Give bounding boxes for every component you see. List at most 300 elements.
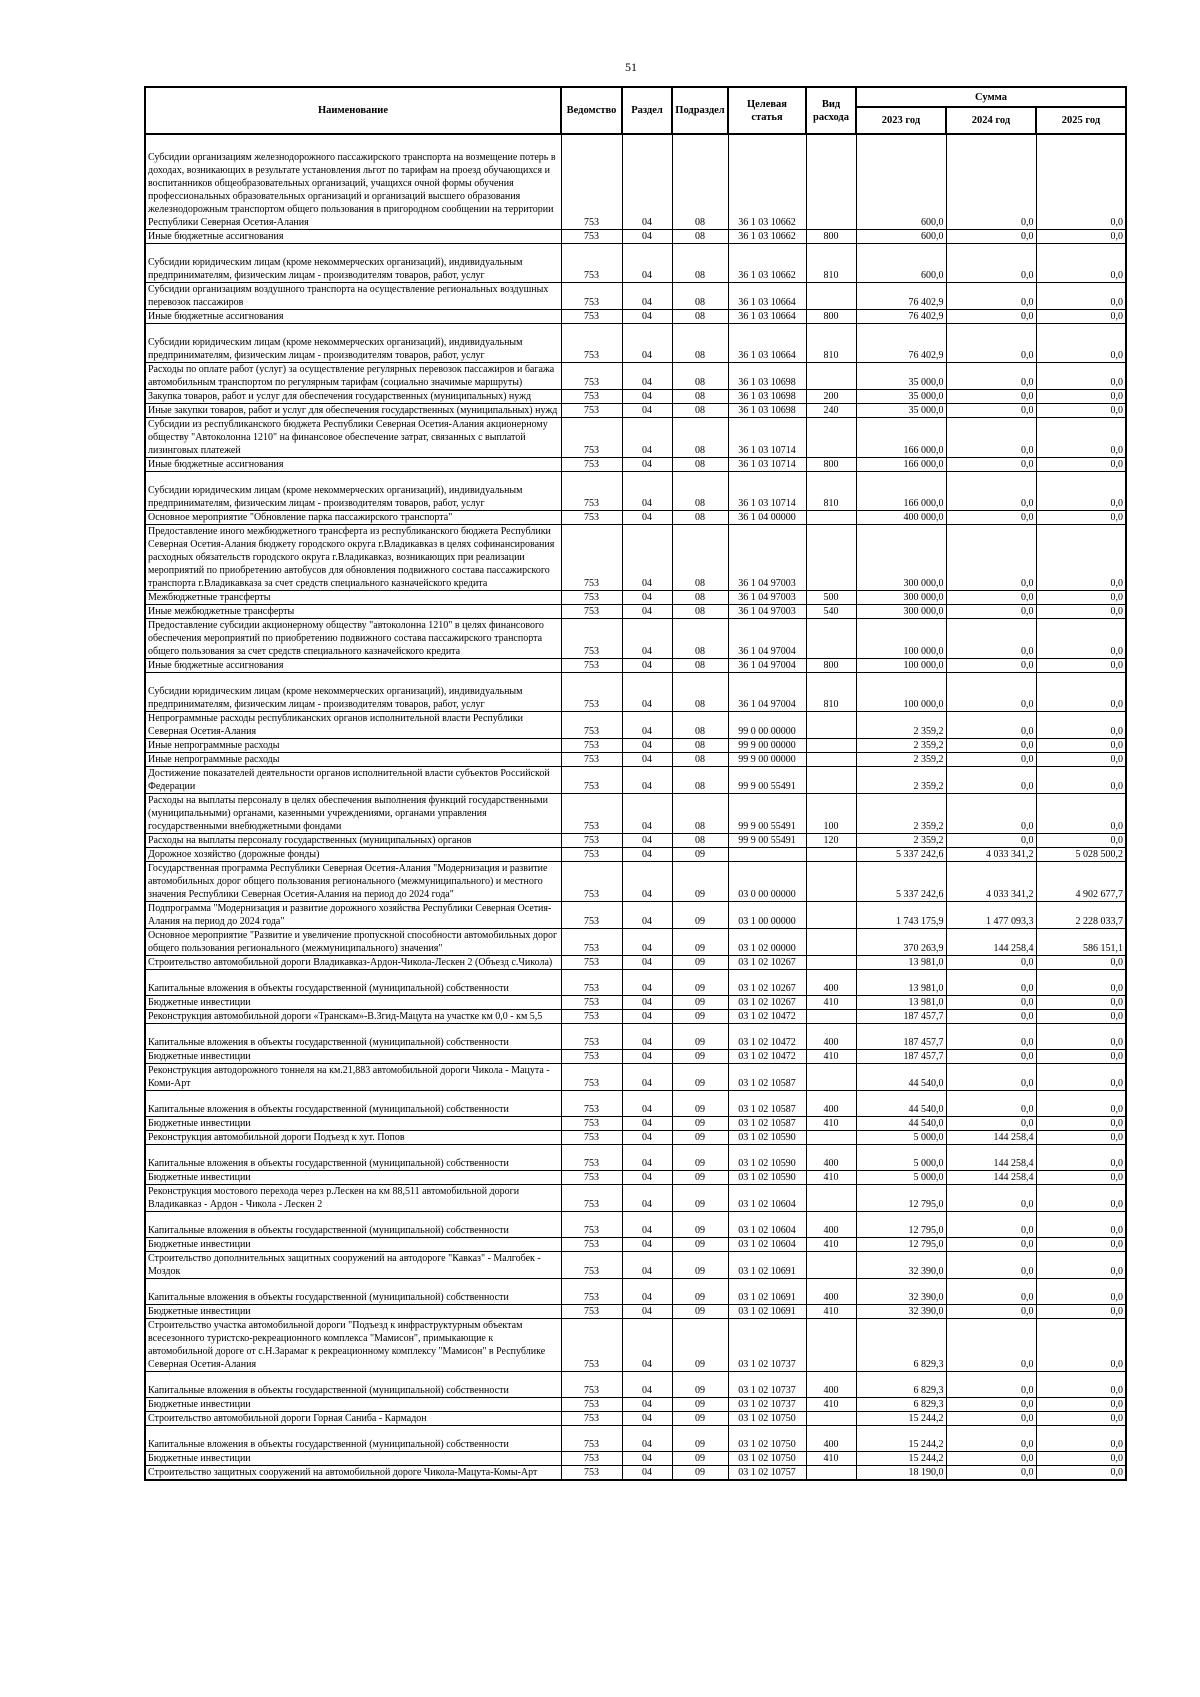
row-sum-2023: 12 795,0 [856, 1238, 946, 1252]
table-row [145, 1252, 1126, 1279]
row-sum-2025: 0,0 [1036, 1185, 1126, 1212]
row-vedomstvo: 753 [561, 1238, 622, 1252]
row-razdel: 04 [622, 862, 672, 902]
row-celevaya-statya: 03 1 02 10604 [728, 1185, 806, 1212]
row-sum-2024: 0,0 [946, 753, 1036, 767]
row-vid-raskhoda: 410 [806, 1050, 856, 1064]
row-vedomstvo: 753 [561, 848, 622, 862]
row-name: Дорожное хозяйство (дорожные фонды) [145, 848, 561, 862]
table-row [145, 1117, 1126, 1131]
row-vid-raskhoda [806, 1010, 856, 1024]
row-name: Субсидии организациям воздушного транспорта на осуществление региональных воздушных перевозок пассажиров [145, 283, 561, 310]
row-razdel: 04 [622, 834, 672, 848]
row-vid-raskhoda: 800 [806, 230, 856, 244]
row-name: Предоставление субсидии акционерному обществу "автоколонна 1210" в целях финансового обеспечения мероприятий по приобретению подвижного состава пассажирского транспорта общего пользования за счет средств специального казначейского кредита [145, 619, 561, 659]
row-name: Иные непрограммные расходы [145, 739, 561, 753]
row-name: Межбюджетные трансферты [145, 591, 561, 605]
row-name: Субсидии из республиканского бюджета Республики Северная Осетия-Алания акционерному обществу "Автоколонна 1210" на финансовое обеспечение затрат, связанных с выплатой лизинговых платежей [145, 418, 561, 458]
row-podrazdel: 08 [672, 390, 728, 404]
row-celevaya-statya: 03 1 02 10267 [728, 970, 806, 996]
table-row [145, 230, 1126, 244]
row-sum-2023: 2 359,2 [856, 794, 946, 834]
row-sum-2024: 0,0 [946, 1466, 1036, 1481]
table-row [145, 390, 1126, 404]
row-sum-2024: 0,0 [946, 712, 1036, 739]
row-sum-2025: 0,0 [1036, 753, 1126, 767]
row-sum-2024: 0,0 [946, 472, 1036, 511]
row-name: Строительство автомобильной дороги Владикавказ-Ардон-Чикола-Лескен 2 (Объезд с.Чикола) [145, 956, 561, 970]
row-podrazdel: 09 [672, 929, 728, 956]
table-row [145, 591, 1126, 605]
row-vedomstvo: 753 [561, 244, 622, 283]
row-razdel: 04 [622, 605, 672, 619]
table-row [145, 472, 1126, 511]
row-sum-2024: 0,0 [946, 283, 1036, 310]
row-name: Капитальные вложения в объекты государственной (муниципальной) собственности [145, 1145, 561, 1171]
row-podrazdel: 09 [672, 970, 728, 996]
row-celevaya-statya: 03 1 02 10267 [728, 956, 806, 970]
row-celevaya-statya: 36 1 03 10714 [728, 418, 806, 458]
row-podrazdel: 09 [672, 1398, 728, 1412]
row-sum-2025: 0,0 [1036, 834, 1126, 848]
row-name: Иные межбюджетные трансферты [145, 605, 561, 619]
row-podrazdel: 08 [672, 404, 728, 418]
row-sum-2024: 144 258,4 [946, 1145, 1036, 1171]
row-vedomstvo: 753 [561, 605, 622, 619]
row-podrazdel: 09 [672, 1145, 728, 1171]
row-name: Иные непрограммные расходы [145, 753, 561, 767]
row-sum-2024: 0,0 [946, 363, 1036, 390]
row-sum-2024: 0,0 [946, 244, 1036, 283]
row-sum-2024: 144 258,4 [946, 1171, 1036, 1185]
row-sum-2023: 600,0 [856, 230, 946, 244]
row-sum-2024: 0,0 [946, 1050, 1036, 1064]
header-vedomstvo: Ведомство [561, 87, 622, 134]
row-sum-2025: 0,0 [1036, 1212, 1126, 1238]
row-vedomstvo: 753 [561, 1064, 622, 1091]
row-razdel: 04 [622, 673, 672, 712]
row-vedomstvo: 753 [561, 1050, 622, 1064]
row-name: Строительство участка автомобильной дороги "Подъезд к инфраструктурным объектам всесезонного туристско-рекреационного комплекса "Мамисон", примыкающие к автомобильной дороге от с.Н.Зарамаг к рекреационному комплексу "Мамисон" в Республике Северная Осетия-Алания [145, 1319, 561, 1372]
row-vedomstvo: 753 [561, 1091, 622, 1117]
row-sum-2025: 0,0 [1036, 619, 1126, 659]
row-podrazdel: 09 [672, 1279, 728, 1305]
row-celevaya-statya: 03 1 02 10587 [728, 1091, 806, 1117]
row-vid-raskhoda: 410 [806, 1171, 856, 1185]
row-vedomstvo: 753 [561, 472, 622, 511]
row-sum-2023: 13 981,0 [856, 956, 946, 970]
row-sum-2023: 76 402,9 [856, 310, 946, 324]
row-podrazdel: 09 [672, 1131, 728, 1145]
row-sum-2023: 32 390,0 [856, 1279, 946, 1305]
row-celevaya-statya: 03 1 02 10590 [728, 1145, 806, 1171]
table-row [145, 673, 1126, 712]
row-razdel: 04 [622, 404, 672, 418]
row-podrazdel: 09 [672, 1171, 728, 1185]
row-sum-2024: 0,0 [946, 1010, 1036, 1024]
row-podrazdel: 08 [672, 739, 728, 753]
row-sum-2025: 0,0 [1036, 1238, 1126, 1252]
row-celevaya-statya: 03 1 02 00000 [728, 929, 806, 956]
table-body [145, 134, 1126, 1480]
row-razdel: 04 [622, 1319, 672, 1372]
row-vid-raskhoda [806, 363, 856, 390]
row-sum-2025: 0,0 [1036, 1452, 1126, 1466]
row-vid-raskhoda: 400 [806, 1091, 856, 1117]
row-sum-2025: 0,0 [1036, 794, 1126, 834]
row-vid-raskhoda [806, 712, 856, 739]
row-sum-2025: 0,0 [1036, 511, 1126, 525]
row-sum-2024: 0,0 [946, 970, 1036, 996]
row-sum-2023: 187 457,7 [856, 1010, 946, 1024]
table-row [145, 996, 1126, 1010]
row-celevaya-statya: 36 1 03 10662 [728, 134, 806, 230]
row-vid-raskhoda [806, 1252, 856, 1279]
row-vid-raskhoda: 410 [806, 1117, 856, 1131]
row-celevaya-statya: 36 1 03 10662 [728, 244, 806, 283]
row-sum-2023: 6 829,3 [856, 1372, 946, 1398]
row-vid-raskhoda [806, 1064, 856, 1091]
row-vid-raskhoda: 400 [806, 1024, 856, 1050]
row-podrazdel: 08 [672, 283, 728, 310]
row-razdel: 04 [622, 1091, 672, 1117]
row-sum-2025: 5 028 500,2 [1036, 848, 1126, 862]
row-razdel: 04 [622, 458, 672, 472]
row-name: Субсидии юридическим лицам (кроме некоммерческих организаций), индивидуальным предпринимателям, физическим лицам - производителям товаров, работ, услуг [145, 472, 561, 511]
table-row [145, 1372, 1126, 1398]
row-vedomstvo: 753 [561, 1305, 622, 1319]
row-vedomstvo: 753 [561, 619, 622, 659]
row-podrazdel: 09 [672, 1252, 728, 1279]
row-sum-2025: 0,0 [1036, 1131, 1126, 1145]
row-razdel: 04 [622, 767, 672, 794]
row-sum-2024: 0,0 [946, 1412, 1036, 1426]
table-row [145, 605, 1126, 619]
row-celevaya-statya: 03 1 02 10691 [728, 1305, 806, 1319]
row-name: Основное мероприятие "Обновление парка пассажирского транспорта" [145, 511, 561, 525]
row-sum-2025: 0,0 [1036, 970, 1126, 996]
row-celevaya-statya: 36 1 04 97004 [728, 619, 806, 659]
row-vedomstvo: 753 [561, 283, 622, 310]
row-sum-2023: 35 000,0 [856, 363, 946, 390]
row-sum-2025: 0,0 [1036, 1050, 1126, 1064]
row-name: Реконструкция автомобильной дороги «Транскам»-В.Згид-Мацута на участке км 0,0 - км 5,5 [145, 1010, 561, 1024]
row-sum-2025: 0,0 [1036, 1466, 1126, 1481]
row-sum-2023: 600,0 [856, 244, 946, 283]
row-razdel: 04 [622, 848, 672, 862]
row-sum-2025: 0,0 [1036, 956, 1126, 970]
row-sum-2025: 0,0 [1036, 1024, 1126, 1050]
row-sum-2025: 0,0 [1036, 390, 1126, 404]
row-vedomstvo: 753 [561, 591, 622, 605]
row-podrazdel: 09 [672, 1305, 728, 1319]
row-podrazdel: 08 [672, 134, 728, 230]
row-podrazdel: 08 [672, 525, 728, 591]
row-sum-2023: 300 000,0 [856, 605, 946, 619]
row-name: Непрограммные расходы республиканских органов исполнительной власти Республики Северная Осетия-Алания [145, 712, 561, 739]
row-podrazdel: 08 [672, 472, 728, 511]
row-sum-2023: 100 000,0 [856, 619, 946, 659]
table-row [145, 862, 1126, 902]
row-vedomstvo: 753 [561, 390, 622, 404]
row-celevaya-statya: 36 1 04 97004 [728, 659, 806, 673]
row-name: Реконструкция мостового перехода через р.Лескен на км 88,511 автомобильной дороги Владикавказ - Ардон - Чикола - Лескен 2 [145, 1185, 561, 1212]
row-razdel: 04 [622, 1452, 672, 1466]
row-celevaya-statya: 03 1 02 10604 [728, 1238, 806, 1252]
row-sum-2025: 0,0 [1036, 1010, 1126, 1024]
row-name: Реконструкция автодорожного тоннеля на км.21,883 автомобильной дороги Чикола - Мацута - Коми-Арт [145, 1064, 561, 1091]
row-sum-2023: 5 337 242,6 [856, 862, 946, 902]
row-vid-raskhoda: 410 [806, 1238, 856, 1252]
table-row [145, 956, 1126, 970]
row-razdel: 04 [622, 1117, 672, 1131]
row-sum-2025: 0,0 [1036, 230, 1126, 244]
row-name: Строительство дополнительных защитных сооружений на автодороге "Кавказ" - Малгобек - Моздок [145, 1252, 561, 1279]
row-podrazdel: 09 [672, 1212, 728, 1238]
row-vid-raskhoda: 100 [806, 794, 856, 834]
row-sum-2025: 0,0 [1036, 605, 1126, 619]
table-row [145, 619, 1126, 659]
row-vid-raskhoda: 800 [806, 458, 856, 472]
row-celevaya-statya: 03 1 02 10691 [728, 1279, 806, 1305]
row-sum-2023: 166 000,0 [856, 458, 946, 472]
row-razdel: 04 [622, 619, 672, 659]
row-sum-2024: 0,0 [946, 230, 1036, 244]
row-sum-2023: 44 540,0 [856, 1117, 946, 1131]
row-vid-raskhoda: 810 [806, 324, 856, 363]
row-celevaya-statya: 03 1 02 10267 [728, 996, 806, 1010]
row-name: Предоставление иного межбюджетного трансферта из республиканского бюджета Республики Северная Осетия-Алания бюджету городского округа г.Владикавказ в целях софинансирования расходных обязательств городского округа г.Владикавказ, возникающих при реализации мероприятий по приобретению автобусов для обновления подвижного состава пассажирского транспорта г.Владикавказа за счет средств специального казначейского кредита [145, 525, 561, 591]
row-vid-raskhoda: 400 [806, 1372, 856, 1398]
row-celevaya-statya: 03 1 02 10587 [728, 1117, 806, 1131]
row-razdel: 04 [622, 929, 672, 956]
row-sum-2024: 0,0 [946, 1064, 1036, 1091]
row-sum-2023: 2 359,2 [856, 834, 946, 848]
row-razdel: 04 [622, 1024, 672, 1050]
table-row [145, 363, 1126, 390]
row-sum-2025: 0,0 [1036, 1398, 1126, 1412]
row-podrazdel: 09 [672, 1466, 728, 1481]
row-vedomstvo: 753 [561, 1412, 622, 1426]
row-name: Строительство защитных сооружений на автомобильной дороге Чикола-Мацута-Комы-Арт [145, 1466, 561, 1481]
row-sum-2023: 35 000,0 [856, 404, 946, 418]
row-sum-2024: 0,0 [946, 458, 1036, 472]
row-sum-2023: 32 390,0 [856, 1305, 946, 1319]
row-razdel: 04 [622, 1372, 672, 1398]
row-razdel: 04 [622, 390, 672, 404]
row-podrazdel: 09 [672, 1117, 728, 1131]
row-razdel: 04 [622, 310, 672, 324]
table-row [145, 1452, 1126, 1466]
row-vid-raskhoda: 400 [806, 1426, 856, 1452]
row-sum-2025: 586 151,1 [1036, 929, 1126, 956]
row-vedomstvo: 753 [561, 230, 622, 244]
row-name: Капитальные вложения в объекты государственной (муниципальной) собственности [145, 1279, 561, 1305]
row-vid-raskhoda: 240 [806, 404, 856, 418]
row-sum-2025: 0,0 [1036, 244, 1126, 283]
row-sum-2025: 2 228 033,7 [1036, 902, 1126, 929]
row-vedomstvo: 753 [561, 1279, 622, 1305]
row-sum-2025: 0,0 [1036, 1252, 1126, 1279]
row-sum-2024: 0,0 [946, 1117, 1036, 1131]
table-row [145, 1279, 1126, 1305]
row-sum-2024: 0,0 [946, 956, 1036, 970]
table-row [145, 834, 1126, 848]
row-celevaya-statya: 36 1 04 97004 [728, 673, 806, 712]
table-row [145, 794, 1126, 834]
row-name: Иные бюджетные ассигнования [145, 230, 561, 244]
row-razdel: 04 [622, 902, 672, 929]
row-sum-2023: 166 000,0 [856, 472, 946, 511]
row-vid-raskhoda: 500 [806, 591, 856, 605]
row-vid-raskhoda: 120 [806, 834, 856, 848]
row-razdel: 04 [622, 134, 672, 230]
row-razdel: 04 [622, 712, 672, 739]
row-sum-2025: 0,0 [1036, 1372, 1126, 1398]
row-vedomstvo: 753 [561, 1010, 622, 1024]
table-row [145, 712, 1126, 739]
row-vedomstvo: 753 [561, 310, 622, 324]
row-sum-2023: 15 244,2 [856, 1452, 946, 1466]
table-row [145, 244, 1126, 283]
row-celevaya-statya: 03 1 02 10750 [728, 1412, 806, 1426]
row-sum-2025: 0,0 [1036, 472, 1126, 511]
row-podrazdel: 08 [672, 753, 728, 767]
row-sum-2024: 0,0 [946, 619, 1036, 659]
row-sum-2023: 1 743 175,9 [856, 902, 946, 929]
header-razdel: Раздел [622, 87, 672, 134]
row-sum-2024: 0,0 [946, 324, 1036, 363]
row-vid-raskhoda: 400 [806, 1212, 856, 1238]
row-sum-2025: 0,0 [1036, 659, 1126, 673]
row-celevaya-statya: 03 1 02 10604 [728, 1212, 806, 1238]
row-podrazdel: 09 [672, 1426, 728, 1452]
row-vid-raskhoda [806, 848, 856, 862]
row-vedomstvo: 753 [561, 1185, 622, 1212]
budget-table [144, 86, 1127, 1481]
row-name: Иные бюджетные ассигнования [145, 310, 561, 324]
row-sum-2025: 0,0 [1036, 996, 1126, 1010]
row-podrazdel: 08 [672, 458, 728, 472]
row-sum-2023: 12 795,0 [856, 1185, 946, 1212]
row-podrazdel: 08 [672, 673, 728, 712]
row-podrazdel: 09 [672, 956, 728, 970]
row-sum-2025: 0,0 [1036, 1064, 1126, 1091]
row-podrazdel: 09 [672, 1185, 728, 1212]
table-row [145, 753, 1126, 767]
row-sum-2024: 0,0 [946, 1319, 1036, 1372]
row-sum-2024: 144 258,4 [946, 1131, 1036, 1145]
row-razdel: 04 [622, 1252, 672, 1279]
row-podrazdel: 08 [672, 659, 728, 673]
row-celevaya-statya: 36 1 03 10664 [728, 310, 806, 324]
row-name: Бюджетные инвестиции [145, 1117, 561, 1131]
row-sum-2024: 0,0 [946, 1398, 1036, 1412]
row-name: Расходы на выплаты персоналу государственных (муниципальных) органов [145, 834, 561, 848]
row-name: Бюджетные инвестиции [145, 1452, 561, 1466]
row-razdel: 04 [622, 996, 672, 1010]
row-sum-2023: 5 337 242,6 [856, 848, 946, 862]
table-row [145, 1398, 1126, 1412]
header-2023: 2023 год [856, 107, 946, 134]
row-vedomstvo: 753 [561, 970, 622, 996]
row-celevaya-statya: 03 1 02 10750 [728, 1426, 806, 1452]
row-sum-2024: 0,0 [946, 511, 1036, 525]
row-sum-2024: 0,0 [946, 1305, 1036, 1319]
row-name: Капитальные вложения в объекты государственной (муниципальной) собственности [145, 970, 561, 996]
row-vid-raskhoda [806, 956, 856, 970]
row-sum-2023: 300 000,0 [856, 525, 946, 591]
row-name: Государственная программа Республики Северная Осетия-Алания "Модернизация и развитие автомобильных дорог общего пользования регионального (межмуниципального) и местного значения Республики Северная Осетия-Алания на период до 2024 года" [145, 862, 561, 902]
row-sum-2023: 100 000,0 [856, 659, 946, 673]
row-podrazdel: 09 [672, 1412, 728, 1426]
row-vedomstvo: 753 [561, 324, 622, 363]
row-podrazdel: 09 [672, 1091, 728, 1117]
row-podrazdel: 09 [672, 1050, 728, 1064]
row-sum-2024: 1 477 093,3 [946, 902, 1036, 929]
row-vedomstvo: 753 [561, 712, 622, 739]
row-sum-2025: 0,0 [1036, 1145, 1126, 1171]
row-sum-2025: 0,0 [1036, 1171, 1126, 1185]
row-celevaya-statya: 36 1 04 97003 [728, 591, 806, 605]
page-number: 51 [625, 60, 637, 74]
row-sum-2025: 0,0 [1036, 767, 1126, 794]
row-celevaya-statya: 03 1 02 10472 [728, 1024, 806, 1050]
row-vedomstvo: 753 [561, 525, 622, 591]
row-sum-2023: 2 359,2 [856, 767, 946, 794]
row-name: Расходы по оплате работ (услуг) за осуществление регулярных перевозок пассажиров и багажа автомобильным транспортом по регулярным тарифам (социально значимые маршруты) [145, 363, 561, 390]
row-razdel: 04 [622, 1412, 672, 1426]
row-name: Достижение показателей деятельности органов исполнительной власти субъектов Российской Федерации [145, 767, 561, 794]
row-razdel: 04 [622, 472, 672, 511]
row-name: Иные закупки товаров, работ и услуг для обеспечения государственных (муниципальных) нужд [145, 404, 561, 418]
header-vid-raskhoda: Вид расхода [806, 87, 856, 134]
row-vid-raskhoda [806, 1185, 856, 1212]
header-2024: 2024 год [946, 107, 1036, 134]
row-sum-2023: 5 000,0 [856, 1131, 946, 1145]
row-razdel: 04 [622, 283, 672, 310]
row-sum-2025: 0,0 [1036, 673, 1126, 712]
row-sum-2023: 44 540,0 [856, 1064, 946, 1091]
row-name: Капитальные вложения в объекты государственной (муниципальной) собственности [145, 1212, 561, 1238]
table-row [145, 324, 1126, 363]
row-podrazdel: 08 [672, 324, 728, 363]
row-celevaya-statya: 03 1 02 10737 [728, 1398, 806, 1412]
row-razdel: 04 [622, 418, 672, 458]
row-celevaya-statya: 03 1 02 10757 [728, 1466, 806, 1481]
row-sum-2024: 0,0 [946, 1426, 1036, 1452]
row-podrazdel: 09 [672, 1064, 728, 1091]
row-sum-2023: 187 457,7 [856, 1024, 946, 1050]
table-row [145, 659, 1126, 673]
row-vid-raskhoda [806, 525, 856, 591]
row-name: Бюджетные инвестиции [145, 1171, 561, 1185]
table-row [145, 1050, 1126, 1064]
table-row [145, 1319, 1126, 1372]
row-razdel: 04 [622, 1238, 672, 1252]
row-vedomstvo: 753 [561, 404, 622, 418]
table-row [145, 929, 1126, 956]
row-sum-2023: 35 000,0 [856, 390, 946, 404]
row-name: Закупка товаров, работ и услуг для обеспечения государственных (муниципальных) нужд [145, 390, 561, 404]
row-vid-raskhoda: 810 [806, 673, 856, 712]
row-podrazdel: 09 [672, 1238, 728, 1252]
row-name: Субсидии юридическим лицам (кроме некоммерческих организаций), индивидуальным предпринимателям, физическим лицам - производителям товаров, работ, услуг [145, 673, 561, 712]
row-sum-2025: 0,0 [1036, 1319, 1126, 1372]
row-razdel: 04 [622, 1171, 672, 1185]
table-row [145, 739, 1126, 753]
row-razdel: 04 [622, 511, 672, 525]
